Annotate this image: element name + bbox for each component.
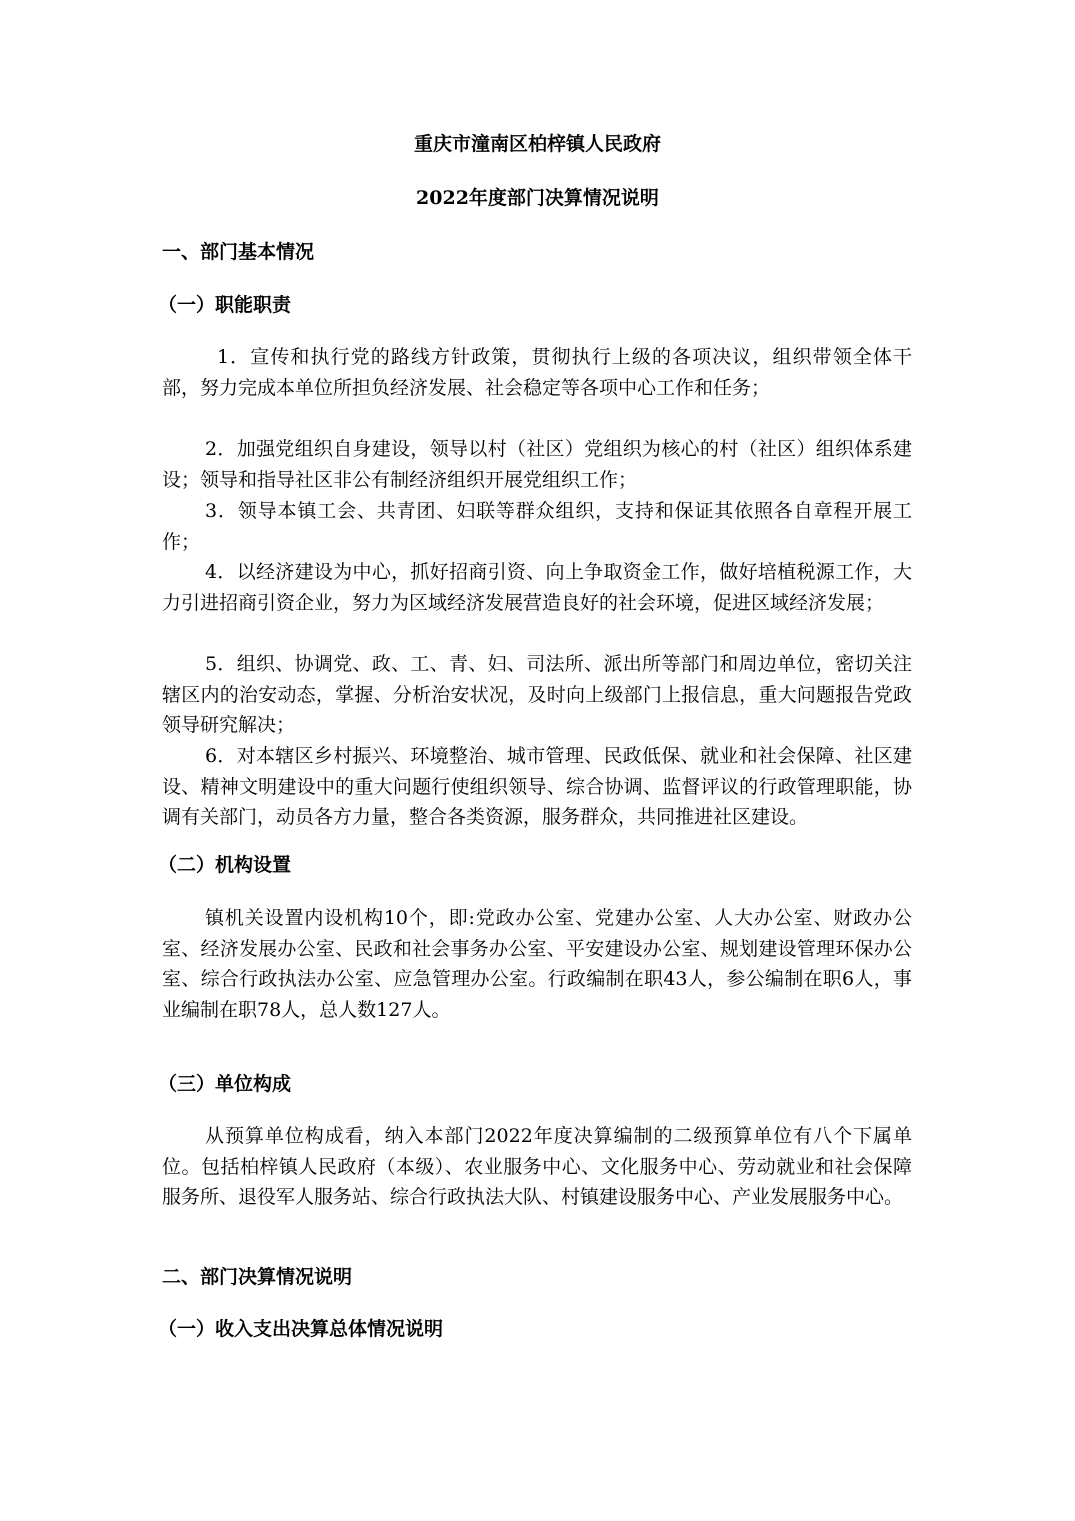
subsection-heading: （一）职能职责 xyxy=(158,294,292,316)
duty-item: 4．以经济建设为中心，抓好招商引资、向上争取资金工作，做好培植税源工作，大力引进招商引资企业，努力为区域经济发展营造良好的社会环境，促进区域经济发展； xyxy=(162,561,912,614)
subsection-heading: （三）单位构成 xyxy=(158,1073,292,1095)
subsection-heading: （二）机构设置 xyxy=(158,854,292,876)
duty-item: 2．加强党组织自身建设，领导以村（社区）党组织为核心的村（社区）组织体系建设；领导和指导社区非公有制经济组织开展党组织工作； xyxy=(162,438,912,491)
duty-item: 6．对本辖区乡村振兴、环境整治、城市管理、民政低保、就业和社会保障、社区建设、精神文明建设中的重大问题行使组织领导、综合协调、监督评议的行政管理职能，协调有关部门，动员各方力量，整合各类资源，服务群众，共同推进社区建设。 xyxy=(162,745,912,828)
subsection-heading: （一）收入支出决算总体情况说明 xyxy=(158,1318,444,1340)
body-paragraph: 镇机关设置内设机构10个，即:党政办公室、党建办公室、人大办公室、财政办公室、经济发展办公室、民政和社会事务办公室、平安建设办公室、规划建设管理环保办公室、综合行政执法办公室、应急管理办公室。行政编制在职43人，参公编制在职6人，事业编制在职78人，总人数127人。 xyxy=(162,907,912,1021)
section-heading: 二、部门决算情况说明 xyxy=(162,1266,353,1288)
document-subtitle: 2022年度部门决算情况说明 xyxy=(416,187,659,209)
body-paragraph: 从预算单位构成看，纳入本部门2022年度决算编制的二级预算单位有八个下属单位。包括柏梓镇人民政府（本级）、农业服务中心、文化服务中心、劳动就业和社会保障服务所、退役军人服务站、综合行政执法大队、村镇建设服务中心、产业发展服务中心。 xyxy=(162,1125,912,1208)
duty-item: 5．组织、协调党、政、工、青、妇、司法所、派出所等部门和周边单位，密切关注辖区内的治安动态，掌握、分析治安状况，及时向上级部门上报信息，重大问题报告党政领导研究解决； xyxy=(162,653,912,736)
duty-item: 1．宣传和执行党的路线方针政策，贯彻执行上级的各项决议，组织带领全体干部，努力完成本单位所担负经济发展、社会稳定等各项中心工作和任务； xyxy=(162,346,912,399)
document-title: 重庆市潼南区柏梓镇人民政府 xyxy=(413,133,661,155)
duty-item: 3．领导本镇工会、共青团、妇联等群众组织，支持和保证其依照各自章程开展工作； xyxy=(162,500,912,553)
section-heading: 一、部门基本情况 xyxy=(162,241,315,263)
